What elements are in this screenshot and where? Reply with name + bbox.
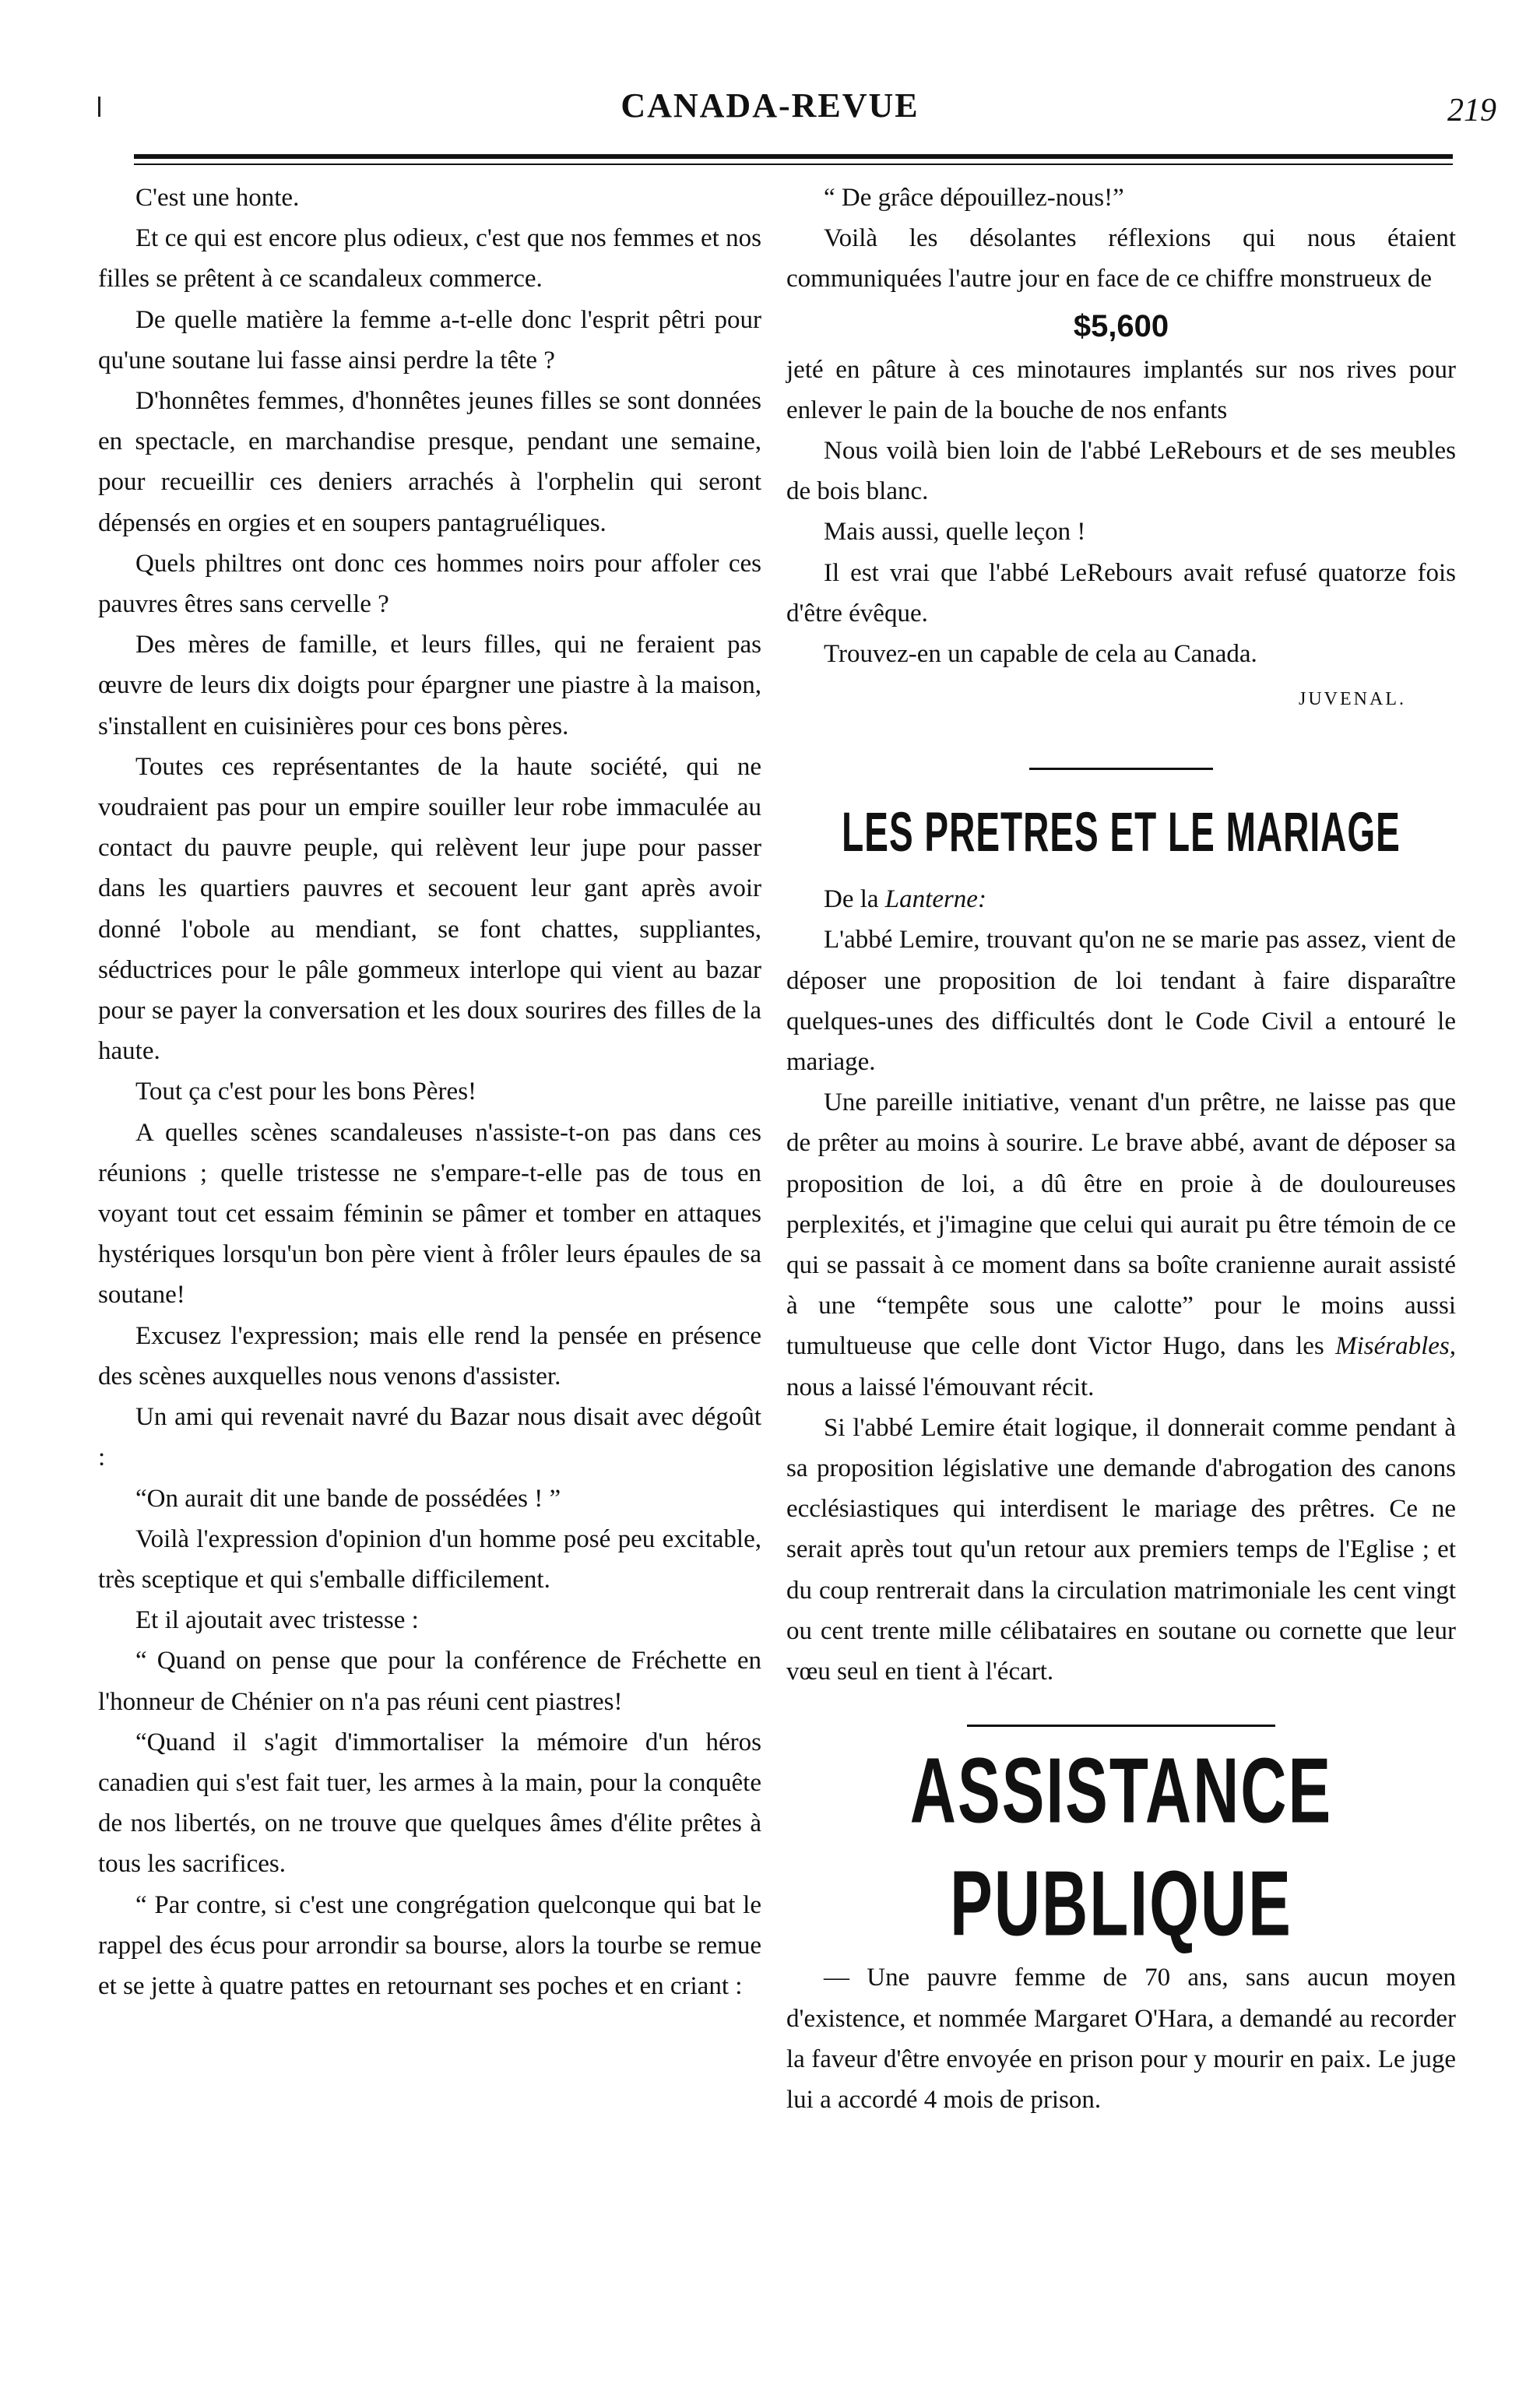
- paragraph: “Quand il s'agit d'immortaliser la mémoire d'un héros canadien qui s'est fait tuer, les armes à la main, pour la conquête de nos libertés, on ne trouve que quelques âmes d'élite prêtes à tous les sacrifices.: [98, 1728, 761, 1879]
- header-rule-thick: [134, 154, 1453, 159]
- author-signature: JUVENAL.: [1299, 689, 1406, 710]
- right-column: [786, 178, 1456, 2120]
- paragraph: De quelle matière la femme a-t-elle donc l'esprit pêtri pour qu'une soutane lui fasse ainsi perdre la tête ?: [98, 305, 761, 374]
- section-divider: [1029, 768, 1213, 770]
- paragraph: “ Par contre, si c'est une congrégation quelconque qui bat le rappel des écus pour arrondir sa bourse, alors la tourbe se remue et se jette à quatre pattes en retournant ses poches et en criant :: [98, 1890, 761, 2000]
- paragraph: Trouvez-en un capable de cela au Canada.: [824, 640, 1257, 669]
- left-column: [98, 178, 761, 2006]
- paragraph-tail: nous a laissé l'émouvant récit.: [786, 1373, 1095, 1401]
- paragraph: Si l'abbé Lemire était logique, il donnerait comme pendant à sa proposition législative une demande d'abrogation des canons ecclésiastiques qui interdisent le mariage des prêtres. Ce ne serait après tout qu'un retour aux premiers temps de l'Eglise ; et du coup rentrerait dans la circulation matrimoniale les cent vingt ou cent trente mille célibataires en soutane ou cornette que leur vœu seul en tient à l'écart.: [786, 1413, 1456, 1686]
- paragraph: [786, 1082, 1456, 1408]
- paragraph: A quelles scènes scandaleuses n'assiste-t-on pas dans ces réunions ; quelle tristesse ne s'empare-t-elle pas de tous en voyant tout cet essaim féminin se pâmer et tomber en attaques hystériques lorsqu'un bon père vient à frôler leurs épaules de sa soutane!: [98, 1118, 761, 1310]
- paragraph: Voilà l'expression d'opinion d'un homme posé peu excitable, très sceptique et qui s'emballe difficilement.: [98, 1524, 761, 1594]
- paragraph-text: Une pareille initiative, venant d'un prêtre, ne laisse pas que de prêter au moins à sourire. Le brave abbé, avant de déposer sa proposition de loi, a dû être en proie à de douloureuses perplexités, et j'imagine que celui qui aurait pu être témoin de ce qui se passait à ce moment dans sa boîte cranienne aurait assisté à une “tempête sous une calotte” pour le moins aussi tumultueuse que celle dont Victor Hugo, dans les: [786, 1088, 1456, 1361]
- paragraph: Excusez l'expression; mais elle rend la pensée en présence des scènes auxquelles nous venons d'assister.: [98, 1321, 761, 1391]
- section-divider: [967, 1725, 1275, 1727]
- paragraph: Et ce qui est encore plus odieux, c'est que nos femmes et nos filles se prêtent à ce scandaleux commerce.: [98, 224, 761, 294]
- paragraph: Toutes ces représentantes de la haute société, qui ne voudraient pas pour un empire souiller leur robe immaculée au contact du pauvre peuple, qui relèvent leur jupe pour passer dans les quartiers pauvres et secouent leur gant après avoir donné l'obole au mendiant, se font chattes, suppliantes, séductrices pour le pâle gommeux interlope qui vient au bazar pour se payer la conversation et les doux sourires des filles de la haute.: [98, 752, 761, 1066]
- paragraph: Des mères de famille, et leurs filles, qui ne feraient pas œuvre de leurs dix doigts pour épargner une piastre à la maison, s'installent en cuisinières pour ces bons pères.: [98, 631, 761, 740]
- paragraph: Mais aussi, quelle leçon !: [824, 518, 1086, 547]
- source-name: Lanterne:: [884, 885, 986, 914]
- paragraph: Voilà les désolantes réflexions qui nous étaient communiquées l'autre jour en face de ce chiffre monstrueux de: [786, 224, 1456, 294]
- paragraph: Un ami qui revenait navré du Bazar nous disait avec dégoût :: [98, 1403, 761, 1472]
- paragraph: Nous voilà bien loin de l'abbé LeRebours et de ses meubles de bois blanc.: [786, 437, 1456, 506]
- source-line: [786, 879, 1456, 919]
- paragraph: “ Quand on pense que pour la conférence de Fréchette en l'honneur de Chénier on n'a pas réuni cent piastres!: [98, 1647, 761, 1716]
- paragraph: — Une pauvre femme de 70 ans, sans aucun moyen d'existence, et nommée Margaret O'Hara, a demandé au recorder la faveur d'être envoyée en prison pour y mourir en paix. Le juge lui a accordé 4 mois de prison.: [786, 1964, 1456, 2114]
- page-number: 219: [1447, 93, 1496, 128]
- paragraph: Tout ça c'est pour les bons Pères!: [135, 1078, 477, 1106]
- paragraph: D'honnêtes femmes, d'honnêtes jeunes filles se sont données en spectacle, en marchandise presque, pendant une semaine, pour recueillir ces deniers arrachés à l'orphelin qui seront dépensés en orgies et en soupers pantagruéliques.: [98, 387, 761, 537]
- paragraph: “ De grâce dépouillez-nous!”: [824, 184, 1124, 212]
- source-prefix: De la: [824, 885, 879, 914]
- article-heading: ASSISTANCE PUBLIQUE: [909, 1740, 1333, 1957]
- journal-title: CANADA-REVUE: [621, 86, 919, 125]
- paragraph: L'abbé Lemire, trouvant qu'on ne se marie pas assez, vient de déposer une proposition de loi tendant à faire disparaître quelques-unes des difficultés dont le Code Civil a entouré le mariage.: [786, 926, 1456, 1077]
- paragraph: Et il ajoutait avec tristesse :: [135, 1606, 419, 1635]
- article-heading: LES PRETRES ET LE MARIAGE: [842, 800, 1401, 863]
- paragraph: Il est vrai que l'abbé LeRebours avait refusé quatorze fois d'être évêque.: [786, 558, 1456, 628]
- work-title: Misérables,: [1335, 1332, 1457, 1361]
- amount-figure: $5,600: [1073, 308, 1169, 343]
- header-rule-thin: [134, 163, 1453, 165]
- paragraph: jeté en pâture à ces minotaures implantés sur nos rives pour enlever le pain de la bouche de nos enfants: [786, 355, 1456, 424]
- paragraph: Quels philtres ont donc ces hommes noirs pour affoler ces pauvres êtres sans cervelle ?: [98, 549, 761, 619]
- paragraph: “On aurait dit une bande de possédées ! ”: [135, 1484, 561, 1513]
- paragraph: C'est une honte.: [135, 184, 300, 212]
